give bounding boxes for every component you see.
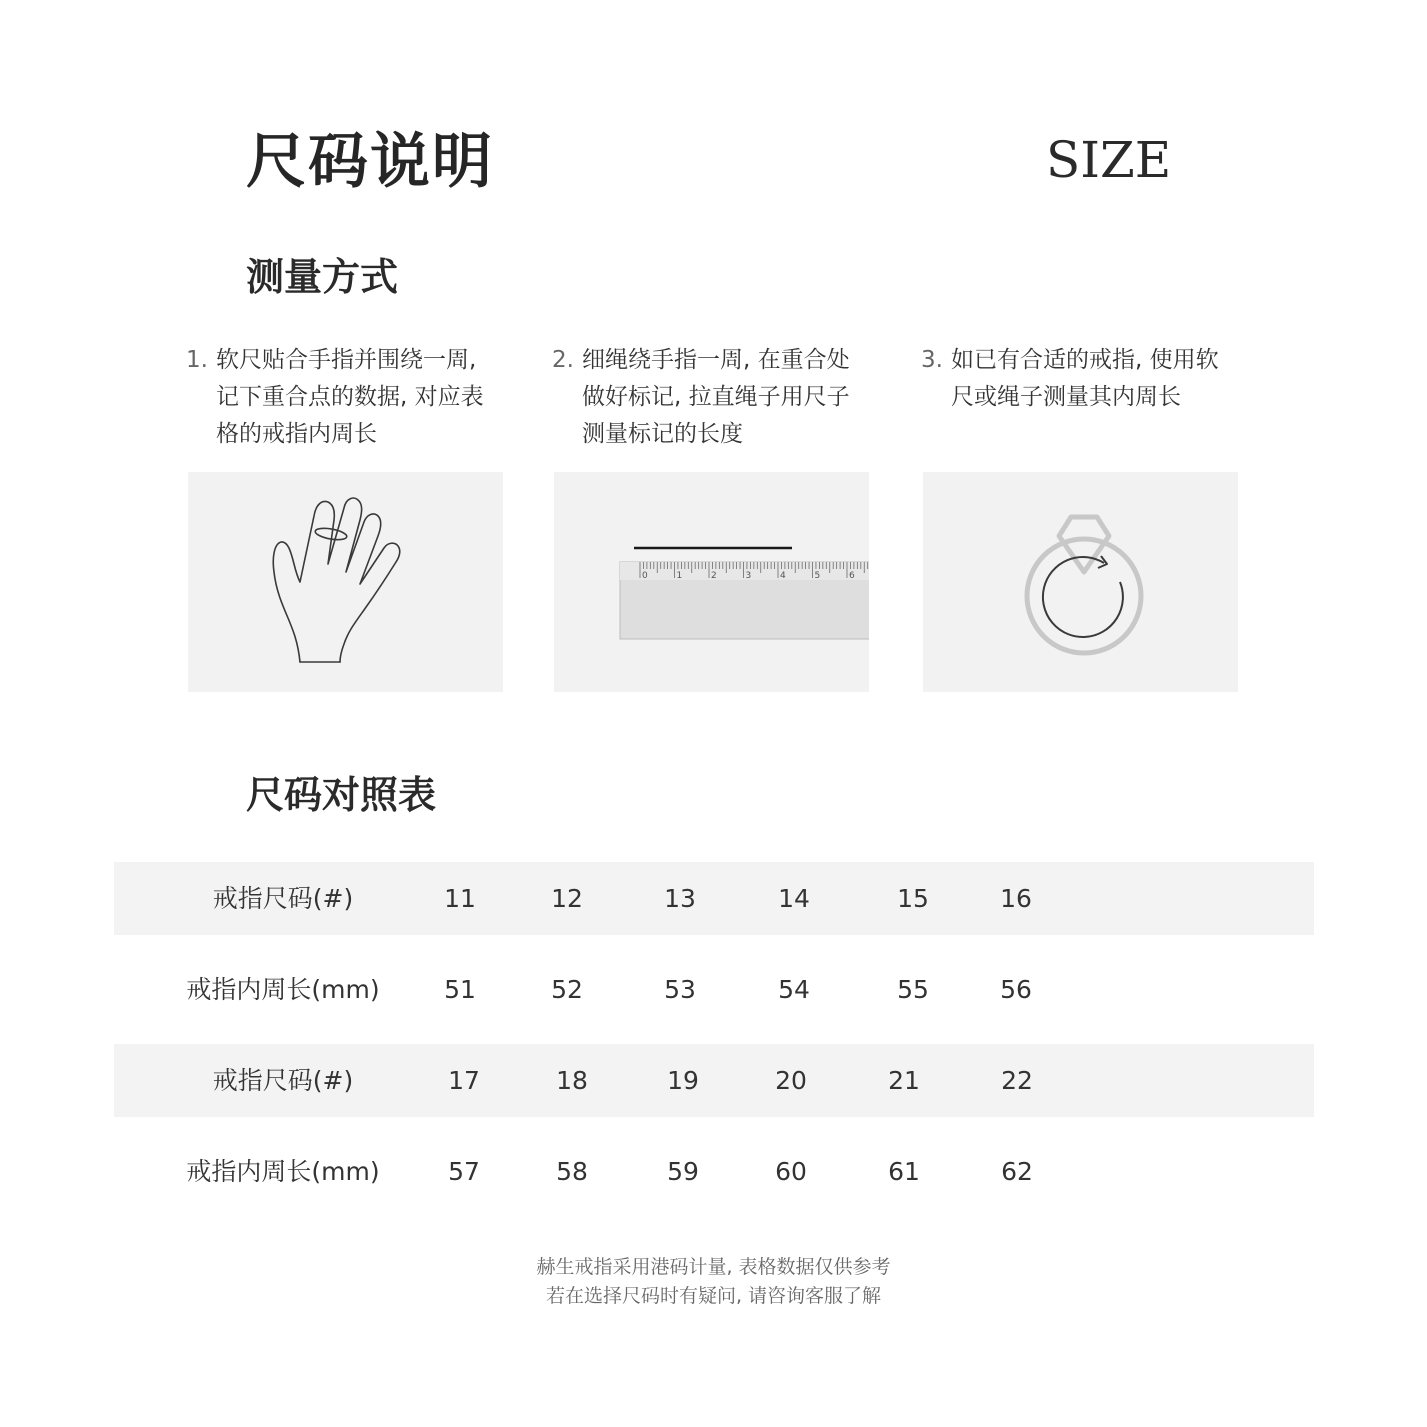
ruler-tick-label: 3 bbox=[745, 571, 752, 581]
size-table-title: 尺码对照表 bbox=[246, 773, 437, 817]
ring-illustration-panel bbox=[923, 472, 1238, 692]
step-text: 如已有合适的戒指, 使用软尺或绳子测量其内周长 bbox=[951, 347, 1219, 410]
row-label: 戒指尺码(#) bbox=[212, 1066, 354, 1095]
ruler-tick-label: 2 bbox=[711, 571, 717, 581]
table-cell: 11 bbox=[444, 884, 476, 913]
table-cell: 58 bbox=[556, 1157, 588, 1186]
table-cell: 62 bbox=[1001, 1157, 1033, 1186]
step-number: 3. bbox=[921, 347, 943, 373]
hand-ring-icon bbox=[188, 472, 503, 692]
table-cell: 13 bbox=[664, 884, 696, 913]
ruler-tick-label: 1 bbox=[676, 571, 683, 581]
table-cell: 60 bbox=[775, 1157, 807, 1186]
page-title: 尺码说明 bbox=[246, 127, 494, 197]
ruler-tick-label: 6 bbox=[849, 571, 855, 581]
table-cell: 20 bbox=[775, 1066, 807, 1095]
table-cell: 18 bbox=[556, 1066, 588, 1095]
table-cell: 61 bbox=[888, 1157, 920, 1186]
table-cell: 15 bbox=[897, 884, 929, 913]
table-cell: 14 bbox=[778, 884, 810, 913]
table-cell: 56 bbox=[1000, 975, 1032, 1004]
table-cell: 52 bbox=[551, 975, 583, 1004]
footnote-line-2: 若在选择尺码时有疑问, 请咨询客服了解 bbox=[545, 1285, 882, 1307]
step-text: 软尺贴合手指并围绕一周, 记下重合点的数据, 对应表格的戒指内周长 bbox=[216, 347, 484, 447]
step-number: 2. bbox=[552, 347, 574, 373]
row-label: 戒指尺码(#) bbox=[212, 884, 354, 913]
ruler-illustration-panel bbox=[554, 472, 869, 692]
table-cell: 19 bbox=[667, 1066, 699, 1095]
step-number: 1. bbox=[186, 347, 208, 373]
table-cell: 12 bbox=[551, 884, 583, 913]
measure-section-title: 测量方式 bbox=[246, 255, 399, 299]
row-label: 戒指内周长(mm) bbox=[186, 1157, 380, 1186]
hand-illustration-panel bbox=[188, 472, 503, 692]
footnote-line-1: 赫生戒指采用港码计量, 表格数据仅供参考 bbox=[536, 1256, 891, 1278]
ruler-tick-label: 0 bbox=[642, 571, 648, 581]
table-cell: 51 bbox=[444, 975, 476, 1004]
table-cell: 21 bbox=[888, 1066, 920, 1095]
table-cell: 59 bbox=[667, 1157, 699, 1186]
ruler-string-icon bbox=[554, 472, 869, 692]
ruler-tick-label: 4 bbox=[780, 571, 786, 581]
table-cell: 55 bbox=[897, 975, 929, 1004]
ring-circumference-icon bbox=[923, 472, 1238, 692]
table-cell: 17 bbox=[448, 1066, 480, 1095]
table-cell: 16 bbox=[1000, 884, 1032, 913]
table-cell: 54 bbox=[778, 975, 810, 1004]
row-label: 戒指内周长(mm) bbox=[186, 975, 380, 1004]
table-cell: 22 bbox=[1001, 1066, 1033, 1095]
size-logo: SIZE bbox=[1046, 131, 1172, 189]
step-text: 细绳绕手指一周, 在重合处做好标记, 拉直绳子用尺子测量标记的长度 bbox=[582, 347, 850, 447]
table-cell: 53 bbox=[664, 975, 696, 1004]
ruler-tick-label: 5 bbox=[814, 571, 821, 581]
table-cell: 57 bbox=[448, 1157, 480, 1186]
